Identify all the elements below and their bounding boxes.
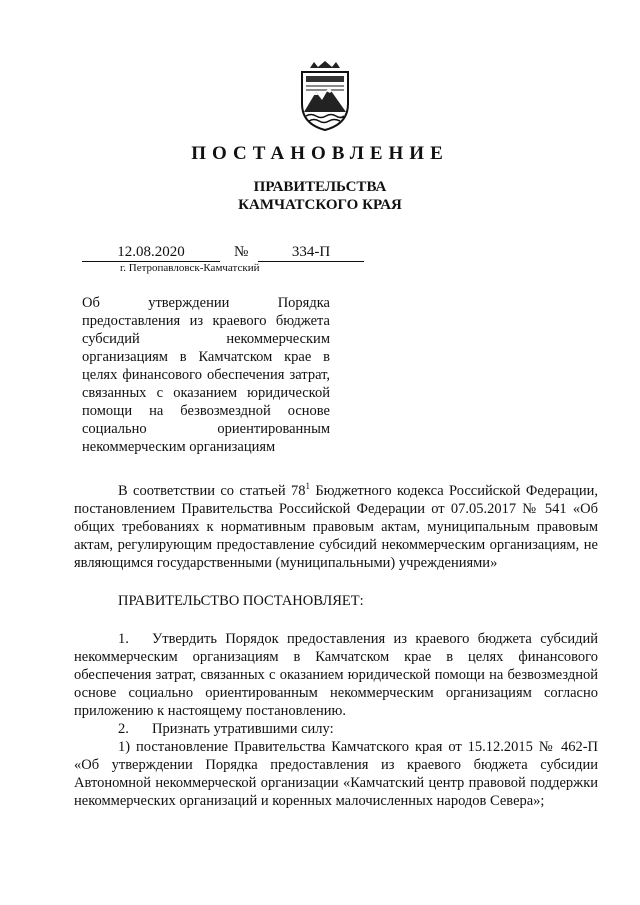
document-type-title: ПОСТАНОВЛЕНИЕ [191,143,449,164]
document-date: 12.08.2020 [82,244,220,262]
issue-city: г. Петропавловск-Камчатский [120,262,260,274]
preamble-text-end: Бюджетного кодекса Российской Федерации, постановлением Правительства Российской Федерации от 07.05.2017 № 541 «Об общих требованиях к нормативным правовым актам, муниципальным правовым актам, регулирующим предоставление субсидий некоммерческим организациям, не являющимся государственными (муниципальными) учреждениями» [74,483,598,571]
issuer-line-1: ПРАВИТЕЛЬСТВА [253,179,387,195]
coat-of-arms-icon [296,60,354,132]
subitem-number: 1) [118,739,131,755]
item-paragraph [74,630,598,720]
document-number: 334-П [258,244,364,262]
decree-heading: ПРАВИТЕЛЬСТВО ПОСТАНОВЛЯЕТ: [118,593,364,609]
document-subject: Об утверждении Порядка предоставления из краевого бюджета субсидий некоммерческим организациям в Камчатском крае в целях финансового обеспечения затрат, связанных с оказанием юридической помощи на безвозмездной основе социально ориентированным некоммерческим организациям [82,295,330,455]
item-number: 2. [118,721,129,737]
issuer-line-2: КАМЧАТСКОГО КРАЯ [238,197,402,213]
item-text: Утвердить Порядок предоставления из краевого бюджета субсидий некоммерческим организациям в Камчатском крае в целях финансового обеспечения затрат, связанных с оказанием юридической помощи на безвозмездной основе социально ориентированным некоммерческим организациям согласно приложению к настоящему постановлению. [74,631,598,719]
subitem-text: постановление Правительства Камчатского края от 15.12.2015 № 462-П «Об утверждении Порядка предоставления из краевого бюджета субсидии Автономной некоммерческой организации «Камчатский центр правовой поддержки некоммерческих организаций и коренных малочисленных народов Севера»; [74,739,599,809]
number-sign: № [234,244,249,260]
item-paragraph [74,720,598,738]
issuer-heading [0,178,640,214]
preamble-text-start: В соответствии со статьей 78 [118,483,306,499]
item-number: 1. [118,631,129,647]
article-superscript: 1 [305,481,310,492]
item-text: Признать утратившими силу: [152,721,334,737]
document-body [74,482,598,810]
preamble-paragraph [74,482,598,572]
subitem-paragraph [74,738,598,810]
